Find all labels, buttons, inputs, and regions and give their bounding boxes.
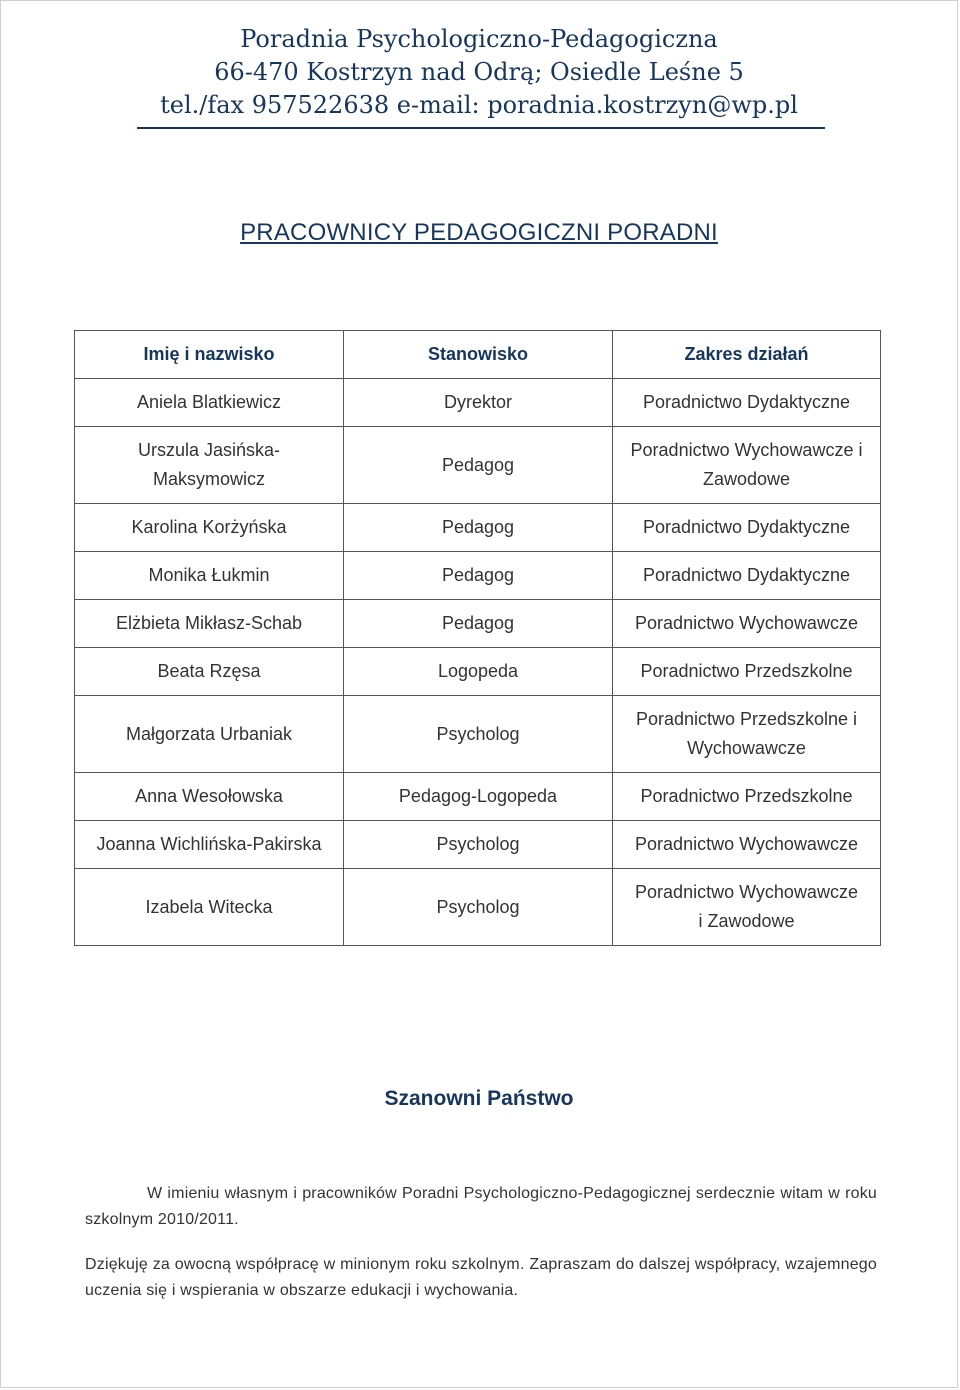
- cell-position: Psycholog: [344, 821, 613, 869]
- institution-name: Poradnia Psychologiczno-Pedagogiczna: [240, 25, 718, 53]
- cell-position: Logopeda: [344, 648, 613, 696]
- cell-position: Pedagog: [344, 552, 613, 600]
- cell-position: Pedagog: [344, 600, 613, 648]
- table-row: [75, 648, 881, 696]
- cell-name: Karolina Korżyńska: [75, 504, 344, 552]
- cell-position: Dyrektor: [344, 379, 613, 427]
- document-title: PRACOWNICY PEDAGOGICZNI PORADNI: [240, 219, 718, 246]
- cell-name: Monika Łukmin: [75, 552, 344, 600]
- thanks-paragraph: Dziękuję za owocną współpracę w minionym roku szkolnym. Zapraszam do dalszej współpracy, wzajemnego uczenia się i wspierania w obszarze edukacji i wychowania.: [85, 1256, 877, 1299]
- cell-name: Elżbieta Mikłasz-Schab: [75, 600, 344, 648]
- cell-scope: Poradnictwo Wychowawcze: [613, 600, 881, 648]
- letterhead: [1, 23, 957, 122]
- cell-name: Urszula Jasińska-Maksymowicz: [75, 427, 344, 504]
- cell-name: Anna Wesołowska: [75, 773, 344, 821]
- table-row: [75, 504, 881, 552]
- cell-position: Psycholog: [344, 869, 613, 946]
- institution-contact: tel./fax 957522638 e-mail: poradnia.kostrzyn@wp.pl: [160, 91, 798, 119]
- table-row: [75, 696, 881, 773]
- cell-scope: Poradnictwo Wychowawcze i Zawodowe: [613, 427, 881, 504]
- header-scope: Zakres działań: [613, 331, 881, 379]
- cell-position: Psycholog: [344, 696, 613, 773]
- cell-position: Pedagog: [344, 504, 613, 552]
- table-header-row: [75, 331, 881, 379]
- table-row: [75, 379, 881, 427]
- cell-scope: Poradnictwo Dydaktyczne: [613, 379, 881, 427]
- cell-position: Pedagog: [344, 427, 613, 504]
- staff-table: [74, 330, 881, 946]
- greeting-heading: Szanowni Państwo: [384, 1087, 574, 1110]
- cell-name: Joanna Wichlińska-Pakirska: [75, 821, 344, 869]
- cell-name: Aniela Blatkiewicz: [75, 379, 344, 427]
- cell-position: Pedagog-Logopeda: [344, 773, 613, 821]
- cell-name: Beata Rzęsa: [75, 648, 344, 696]
- cell-scope: Poradnictwo Przedszkolne: [613, 648, 881, 696]
- letterhead-divider: [137, 127, 825, 129]
- header-name: Imię i nazwisko: [75, 331, 344, 379]
- table-row: [75, 773, 881, 821]
- table-row: [75, 869, 881, 946]
- cell-scope: Poradnictwo Dydaktyczne: [613, 504, 881, 552]
- cell-name: Małgorzata Urbaniak: [75, 696, 344, 773]
- cell-scope: Poradnictwo Przedszkolne: [613, 773, 881, 821]
- cell-scope: Poradnictwo Wychowawcze: [613, 821, 881, 869]
- institution-address: 66-470 Kostrzyn nad Odrą; Osiedle Leśne 5: [214, 58, 744, 86]
- table-row: [75, 427, 881, 504]
- table-row: [75, 600, 881, 648]
- cell-scope: Poradnictwo Przedszkolne i Wychowawcze: [613, 696, 881, 773]
- cell-scope: Poradnictwo Wychowawcze i Zawodowe: [613, 869, 881, 946]
- header-position: Stanowisko: [344, 331, 613, 379]
- cell-name: Izabela Witecka: [75, 869, 344, 946]
- table-row: [75, 552, 881, 600]
- welcome-paragraph: W imieniu własnym i pracowników Poradni Psychologiczno-Pedagogicznej serdecznie witam w roku szkolnym 2010/2011.: [85, 1185, 877, 1228]
- table-row: [75, 821, 881, 869]
- cell-scope: Poradnictwo Dydaktyczne: [613, 552, 881, 600]
